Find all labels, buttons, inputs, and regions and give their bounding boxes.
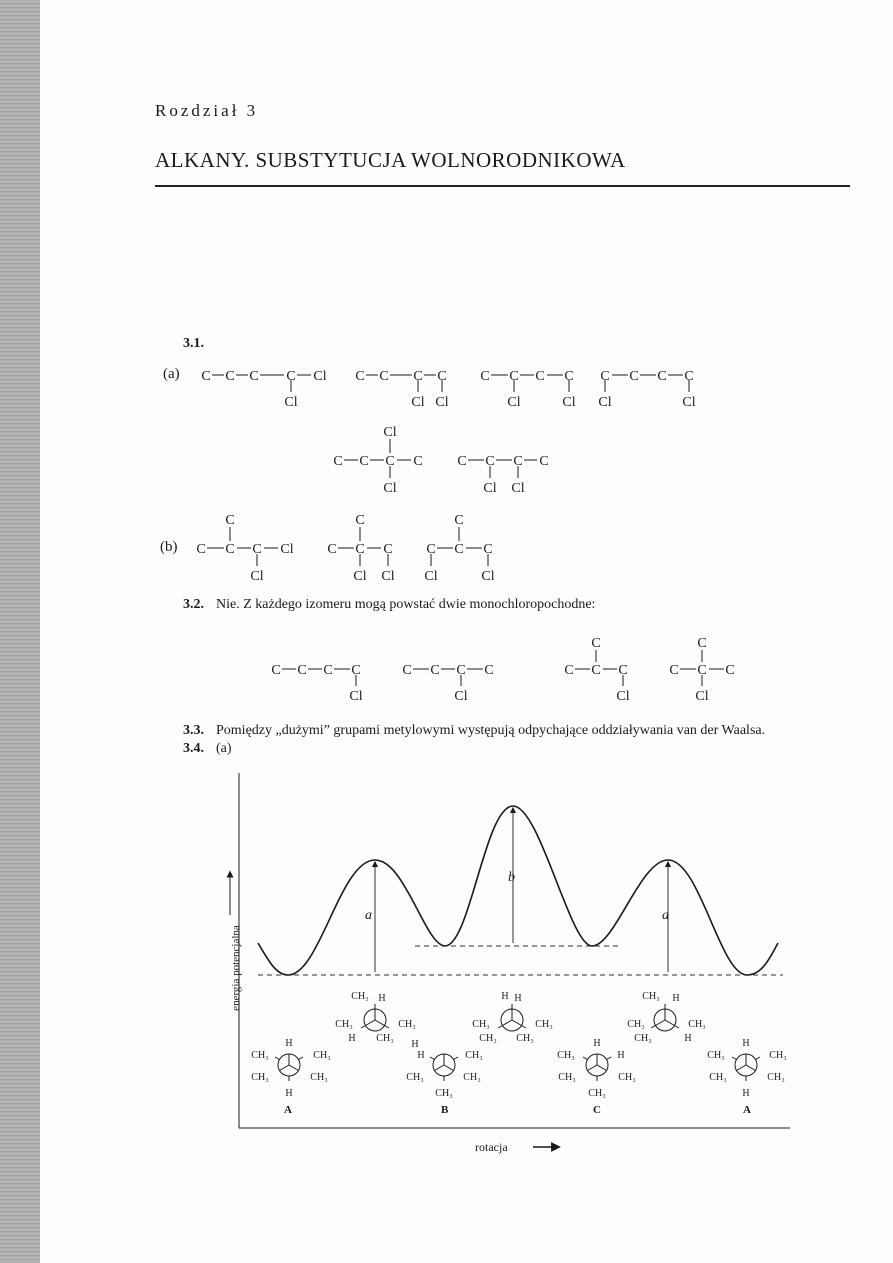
svg-text:C: C — [564, 663, 574, 678]
y-axis-label: energia potencjalna — [230, 925, 242, 1011]
svg-text:C: C — [252, 542, 262, 557]
svg-text:CH₃: CH₃ — [251, 1072, 269, 1083]
svg-text:Cl: Cl — [435, 395, 449, 410]
svg-text:Cl: Cl — [280, 542, 294, 557]
svg-text:C: C — [483, 542, 493, 557]
section-3-1-part-a: (a) — [163, 366, 180, 382]
svg-text:CH₃: CH₃ — [709, 1072, 727, 1083]
section-3-3-number: 3.3. — [183, 723, 204, 738]
svg-text:CH₃: CH₃ — [251, 1050, 269, 1061]
svg-text:Cl: Cl — [349, 689, 363, 704]
svg-text:CH₃: CH₃ — [642, 991, 660, 1002]
svg-text:C: C — [323, 663, 333, 678]
svg-text:CH₃: CH₃ — [463, 1072, 481, 1083]
svg-text:Cl: Cl — [483, 481, 497, 496]
svg-text:C: C — [591, 636, 601, 651]
svg-text:C: C — [456, 663, 466, 678]
svg-text:C: C — [196, 542, 206, 557]
conformer-label-A: A — [284, 1104, 292, 1116]
svg-text:C: C — [249, 369, 259, 384]
newman-staggered-A2 — [732, 1054, 760, 1081]
svg-text:C: C — [697, 663, 707, 678]
svg-text:Cl: Cl — [616, 689, 630, 704]
svg-text:C: C — [225, 369, 235, 384]
svg-text:C: C — [454, 542, 464, 557]
newman-eclipsed-1 — [361, 1004, 389, 1031]
svg-text:C: C — [225, 542, 235, 557]
svg-text:H: H — [417, 1050, 425, 1061]
svg-text:CH₃: CH₃ — [588, 1088, 606, 1099]
section-3-3-text: Pomiędzy „dużymi” grupami metylowymi występują odpychające oddziaływania van der Waalsa. — [216, 723, 766, 738]
svg-text:CH₃: CH₃ — [335, 1019, 353, 1030]
section-3-4-number: 3.4. — [183, 741, 204, 756]
svg-text:Cl: Cl — [454, 689, 468, 704]
svg-text:Cl: Cl — [353, 569, 367, 584]
svg-text:C: C — [383, 542, 393, 557]
svg-text:C: C — [355, 542, 365, 557]
svg-text:H: H — [348, 1033, 356, 1044]
conformer-label-C: C — [593, 1104, 601, 1116]
svg-text:Cl: Cl — [598, 395, 612, 410]
svg-text:CH₃: CH₃ — [465, 1050, 483, 1061]
svg-text:C: C — [355, 369, 365, 384]
svg-text:C: C — [629, 369, 639, 384]
svg-text:C: C — [379, 369, 389, 384]
chapter-title: ALKANY. SUBSTYTUCJA WOLNORODNIKOWA — [155, 148, 626, 172]
svg-text:C: C — [201, 369, 211, 384]
svg-text:H: H — [285, 1088, 293, 1099]
svg-text:H: H — [285, 1038, 293, 1049]
svg-text:Cl: Cl — [424, 569, 438, 584]
svg-text:CH₃: CH₃ — [472, 1019, 490, 1030]
svg-text:C: C — [437, 369, 447, 384]
svg-text:C: C — [457, 454, 467, 469]
svg-text:CH₃: CH₃ — [767, 1072, 785, 1083]
svg-text:C: C — [454, 513, 464, 528]
svg-text:Cl: Cl — [313, 369, 327, 384]
svg-text:C: C — [426, 542, 436, 557]
svg-text:CH₃: CH₃ — [351, 991, 369, 1002]
svg-text:H: H — [742, 1038, 750, 1049]
svg-text:C: C — [286, 369, 296, 384]
svg-text:H: H — [501, 991, 509, 1002]
svg-text:C: C — [430, 663, 440, 678]
newman-eclipsed-2 — [498, 1004, 526, 1031]
section-3-1-part-b: (b) — [160, 539, 178, 555]
svg-text:CH₃: CH₃ — [516, 1033, 534, 1044]
section-3-2-number: 3.2. — [183, 597, 204, 612]
section-3-1-number: 3.1. — [183, 336, 204, 351]
svg-text:CH₃: CH₃ — [535, 1019, 553, 1030]
barrier-b-label: b — [508, 870, 515, 885]
svg-text:C: C — [591, 663, 601, 678]
svg-text:C: C — [225, 513, 235, 528]
svg-text:CH₃: CH₃ — [398, 1019, 416, 1030]
svg-text:Cl: Cl — [383, 481, 397, 496]
svg-text:C: C — [564, 369, 574, 384]
svg-text:C: C — [618, 663, 628, 678]
chapter-label: Rozdział 3 — [155, 101, 259, 120]
svg-text:Cl: Cl — [507, 395, 521, 410]
svg-text:Cl: Cl — [562, 395, 576, 410]
svg-text:CH₃: CH₃ — [376, 1033, 394, 1044]
svg-text:Cl: Cl — [250, 569, 264, 584]
svg-text:CH₃: CH₃ — [688, 1019, 706, 1030]
svg-text:CH₃: CH₃ — [479, 1033, 497, 1044]
svg-text:C: C — [697, 636, 707, 651]
svg-text:H: H — [672, 993, 680, 1004]
newman-staggered-C — [583, 1054, 611, 1081]
svg-text:Cl: Cl — [481, 569, 495, 584]
svg-text:CH₃: CH₃ — [435, 1088, 453, 1099]
svg-text:H: H — [742, 1088, 750, 1099]
svg-text:CH₃: CH₃ — [634, 1033, 652, 1044]
barrier-a-label-left: a — [365, 908, 372, 923]
svg-text:Cl: Cl — [383, 425, 397, 440]
svg-text:C: C — [351, 663, 361, 678]
svg-text:C: C — [297, 663, 307, 678]
svg-text:C: C — [600, 369, 610, 384]
svg-text:H: H — [378, 993, 386, 1004]
energy-curve — [258, 806, 778, 975]
svg-text:CH₃: CH₃ — [406, 1072, 424, 1083]
newman-staggered-B — [430, 1054, 458, 1081]
newman-eclipsed-3 — [651, 1004, 679, 1031]
svg-text:C: C — [509, 369, 519, 384]
svg-text:H: H — [617, 1050, 625, 1061]
svg-text:CH₃: CH₃ — [557, 1050, 575, 1061]
svg-text:Cl: Cl — [284, 395, 298, 410]
svg-text:C: C — [535, 369, 545, 384]
svg-text:C: C — [385, 454, 395, 469]
svg-text:C: C — [271, 663, 281, 678]
svg-text:C: C — [480, 369, 490, 384]
svg-text:C: C — [402, 663, 412, 678]
svg-text:Cl: Cl — [682, 395, 696, 410]
svg-text:C: C — [333, 454, 343, 469]
svg-text:Cl: Cl — [411, 395, 425, 410]
x-axis-label: rotacja — [475, 1140, 508, 1154]
svg-text:C: C — [327, 542, 337, 557]
section-3-2-text: Nie. Z każdego izomeru mogą powstać dwie monochloropochodne: — [216, 597, 596, 612]
section-3-4-part: (a) — [216, 741, 232, 756]
svg-text:CH₃: CH₃ — [310, 1072, 328, 1083]
svg-text:C: C — [355, 513, 365, 528]
svg-text:CH₃: CH₃ — [707, 1050, 725, 1061]
svg-text:CH₃: CH₃ — [618, 1072, 636, 1083]
svg-text:C: C — [539, 454, 549, 469]
svg-text:H: H — [684, 1033, 692, 1044]
svg-text:C: C — [413, 369, 423, 384]
svg-text:CH₃: CH₃ — [769, 1050, 787, 1061]
svg-text:H: H — [411, 1039, 419, 1050]
svg-text:C: C — [669, 663, 679, 678]
newman-staggered-A — [275, 1054, 303, 1081]
conformer-label-B: B — [441, 1104, 449, 1116]
svg-text:CH₃: CH₃ — [627, 1019, 645, 1030]
svg-text:Cl: Cl — [695, 689, 709, 704]
svg-text:C: C — [684, 369, 694, 384]
svg-text:CH₃: CH₃ — [558, 1072, 576, 1083]
svg-text:C: C — [484, 663, 494, 678]
svg-text:H: H — [514, 993, 522, 1004]
svg-text:C: C — [413, 454, 423, 469]
svg-text:CH₃: CH₃ — [313, 1050, 331, 1061]
svg-text:Cl: Cl — [511, 481, 525, 496]
conformer-label-A2: A — [743, 1104, 751, 1116]
svg-text:C: C — [513, 454, 523, 469]
svg-text:C: C — [485, 454, 495, 469]
svg-text:C: C — [359, 454, 369, 469]
svg-text:C: C — [657, 369, 667, 384]
svg-text:C: C — [725, 663, 735, 678]
barrier-a-label-right: a — [662, 908, 669, 923]
svg-text:H: H — [593, 1038, 601, 1049]
svg-text:Cl: Cl — [381, 569, 395, 584]
